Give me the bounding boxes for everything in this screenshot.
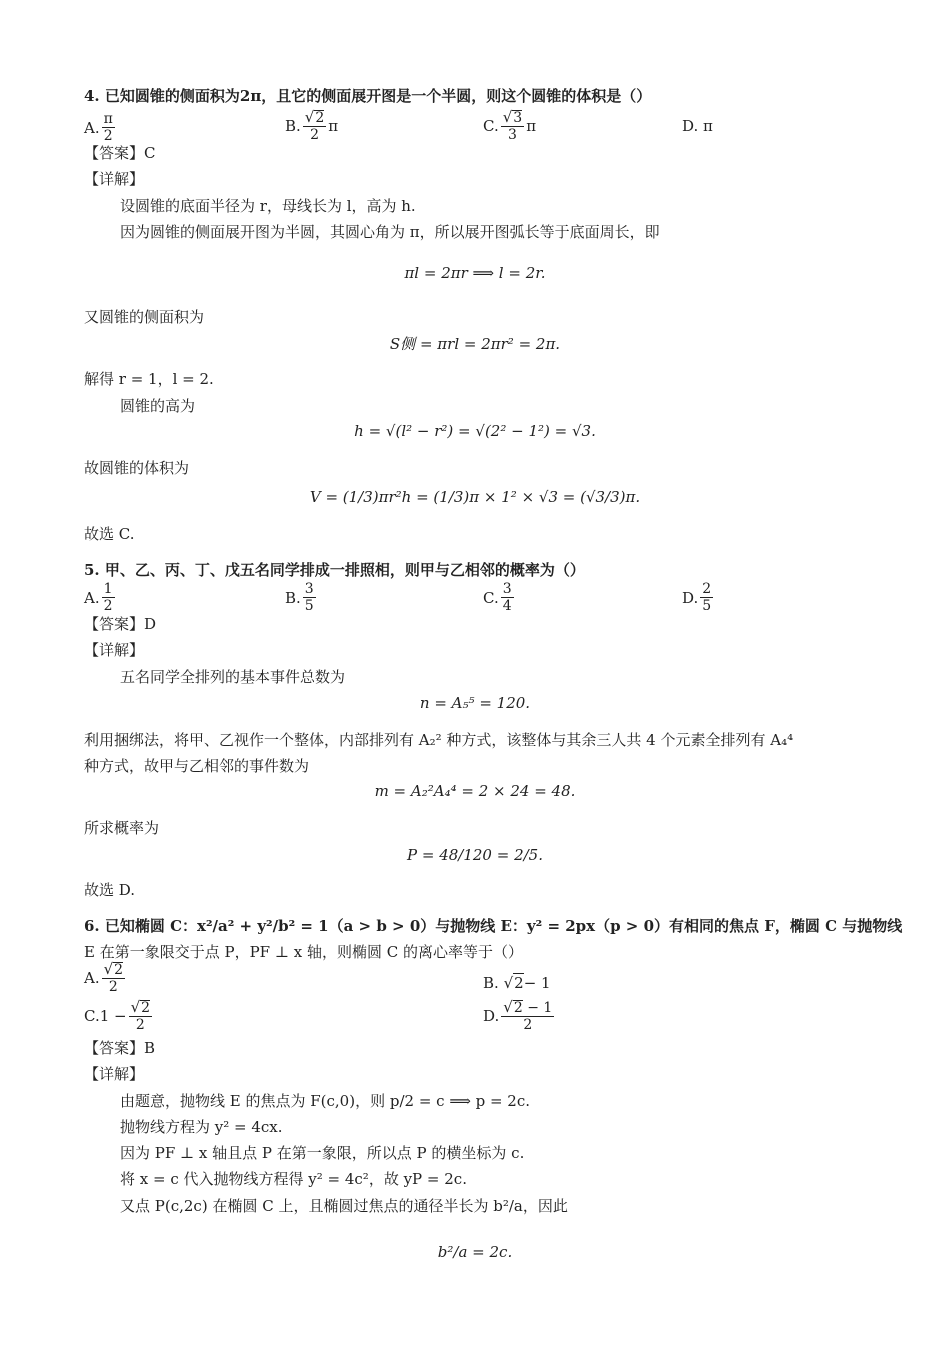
q5-eq-2: m = A₂²A₄⁴ = 2 × 24 = 48. — [374, 782, 576, 800]
numerator: 3 — [304, 581, 314, 597]
q4-stem: 4. 已知圆锥的侧面积为2π，且它的侧面展开图是一个半圆，则这个圆锥的体积是（） — [84, 87, 652, 105]
option-tail: − 1 — [523, 973, 551, 992]
fraction — [102, 112, 115, 143]
numerator: √2 − 1 — [503, 998, 553, 1016]
numerator: √2 — [130, 998, 151, 1016]
numerator: π — [103, 111, 113, 127]
q6-eq-1: b²/a = 2c. — [437, 1243, 513, 1261]
q5-stem: 5. 甲、乙、丙、丁、戊五名同学排成一排照相，则甲与乙相邻的概率为（） — [84, 561, 585, 579]
numerator-tail: − 1 — [522, 1000, 553, 1016]
q4-eq-4: V = (1/3)πr²h = (1/3)π × 1² × √3 = (√3/3)π. — [309, 488, 641, 506]
q4-option-b — [285, 110, 338, 142]
denominator: 2 — [103, 598, 113, 614]
q4-conclusion: 故选 C. — [84, 525, 135, 543]
q6-option-b: B. √ 2 − 1 — [483, 973, 551, 992]
q4-option-c — [483, 110, 536, 142]
option-label: A. — [84, 588, 100, 607]
denominator: 3 — [508, 127, 517, 143]
fraction — [303, 582, 316, 613]
fraction — [700, 582, 713, 613]
option-tail: π — [526, 117, 537, 135]
q4-line-2: 因为圆锥的侧面展开图为半圆，其圆心角为 π，所以展开图弧长等于底面周长，即 — [120, 223, 660, 241]
option-label: C. — [483, 588, 499, 607]
option-label: C. — [483, 117, 499, 135]
option-label: A. — [84, 118, 100, 137]
fraction — [102, 582, 115, 613]
q6-line-4: 将 x = c 代入抛物线方程得 y² = 4c²，故 yP = 2c. — [120, 1170, 467, 1188]
fraction — [501, 1000, 554, 1032]
q5-detail-tag: 【详解】 — [84, 641, 145, 659]
q5-answer: 【答案】D — [84, 615, 157, 633]
q4-option-a — [84, 112, 117, 143]
numerator: 3 — [502, 581, 512, 597]
q4-line-4: 解得 r = 1，l = 2. — [84, 370, 214, 388]
q4-eq-2: S侧 = πrl = 2πr² = 2π. — [389, 335, 561, 353]
denominator: 2 — [108, 979, 118, 995]
denominator: 5 — [702, 598, 712, 614]
q4-eq-1: πl = 2πr ⟹ l = 2r. — [404, 264, 546, 282]
q6-line-3: 因为 PF ⊥ x 轴且点 P 在第一象限，所以点 P 的横坐标为 c. — [120, 1144, 525, 1162]
q6-detail-tag: 【详解】 — [84, 1065, 145, 1083]
denominator: 5 — [304, 598, 314, 614]
option-label: B. — [285, 588, 301, 607]
option-head: 1 − — [99, 1007, 127, 1025]
q4-line-3: 又圆锥的侧面积为 — [84, 308, 205, 326]
q5-conclusion: 故选 D. — [84, 881, 136, 899]
q4-option-d — [682, 117, 713, 135]
q6-stem-line-1: 6. 已知椭圆 C：x²/a² + y²/b² = 1（a > b > 0）与抛物线 E：y² = 2px（p > 0）有相同的焦点 F，椭圆 C 与抛物线 — [84, 917, 903, 935]
radicand: 2 — [114, 962, 124, 978]
radicand: 2 — [513, 1000, 523, 1016]
q5-eq-1: n = A₅⁵ = 120. — [419, 694, 531, 712]
denominator: 4 — [502, 598, 512, 614]
option-label: A. — [84, 969, 100, 987]
q5-option-a — [84, 582, 117, 613]
q5-option-d — [682, 582, 715, 613]
q5-eq-3: P = 48/120 = 2/5. — [407, 846, 543, 864]
fraction — [129, 1000, 152, 1032]
denominator: 2 — [310, 127, 319, 143]
q5-line-1: 五名同学全排列的基本事件总数为 — [120, 668, 346, 686]
q6-stem-line-2: E 在第一象限交于点 P，PF ⊥ x 轴，则椭圆 C 的离心率等于（） — [84, 943, 523, 961]
q5-option-b — [285, 582, 318, 613]
radicand: 3 — [513, 110, 523, 126]
q5-line-4: 所求概率为 — [84, 819, 160, 837]
numerator: 1 — [103, 581, 113, 597]
q4-line-5: 圆锥的高为 — [120, 397, 196, 415]
q4-detail-tag: 【详解】 — [84, 170, 145, 188]
fraction — [303, 110, 326, 142]
denominator: 2 — [523, 1017, 533, 1033]
fraction — [501, 110, 524, 142]
denominator: 2 — [135, 1017, 145, 1033]
q4-answer: 【答案】C — [84, 144, 156, 162]
numerator: √2 — [304, 108, 325, 126]
q4-line-6: 故圆锥的体积为 — [84, 459, 190, 477]
option-label: B. — [483, 973, 499, 992]
q6-line-5: 又点 P(c,2c) 在椭圆 C 上，且椭圆过焦点的通径半长为 b²/a，因此 — [120, 1197, 568, 1215]
q4-eq-3: h = √(l² − r²) = √(2² − 1²) = √3. — [354, 422, 596, 440]
option-label: C. — [84, 1007, 100, 1025]
numerator: 2 — [702, 581, 712, 597]
q6-option-a — [84, 962, 127, 994]
numerator: √3 — [502, 108, 523, 126]
option-label: D. — [682, 117, 699, 135]
option-label: D. — [483, 1007, 500, 1025]
q5-option-c — [483, 582, 516, 613]
fraction — [501, 582, 514, 613]
q6-answer: 【答案】B — [84, 1039, 156, 1057]
q6-line-2: 抛物线方程为 y² = 4cx. — [120, 1118, 283, 1136]
option-label: B. — [285, 117, 301, 135]
q6-option-c — [84, 1000, 154, 1032]
q5-line-2: 利用捆绑法，将甲、乙视作一个整体，内部排列有 A₂² 种方式，该整体与其余三人共 4 个元素全排列有 A₄⁴ — [84, 731, 794, 749]
q5-line-3: 种方式，故甲与乙相邻的事件数为 — [84, 757, 310, 775]
radicand: 2 — [315, 110, 325, 126]
q6-line-1: 由题意，抛物线 E 的焦点为 F(c,0)，则 p/2 = c ⟹ p = 2c. — [120, 1092, 531, 1110]
option-tail: π — [328, 117, 339, 135]
numerator: √2 — [103, 960, 124, 978]
q6-option-d — [483, 1000, 556, 1032]
fraction — [102, 962, 125, 994]
radicand: 2 — [141, 1000, 151, 1016]
radicand: 2 — [514, 974, 524, 992]
q4-line-1: 设圆锥的底面半径为 r，母线长为 l，高为 h. — [120, 197, 416, 215]
option-label: D. — [682, 588, 699, 607]
option-value: π — [703, 117, 713, 135]
denominator: 2 — [103, 128, 113, 144]
